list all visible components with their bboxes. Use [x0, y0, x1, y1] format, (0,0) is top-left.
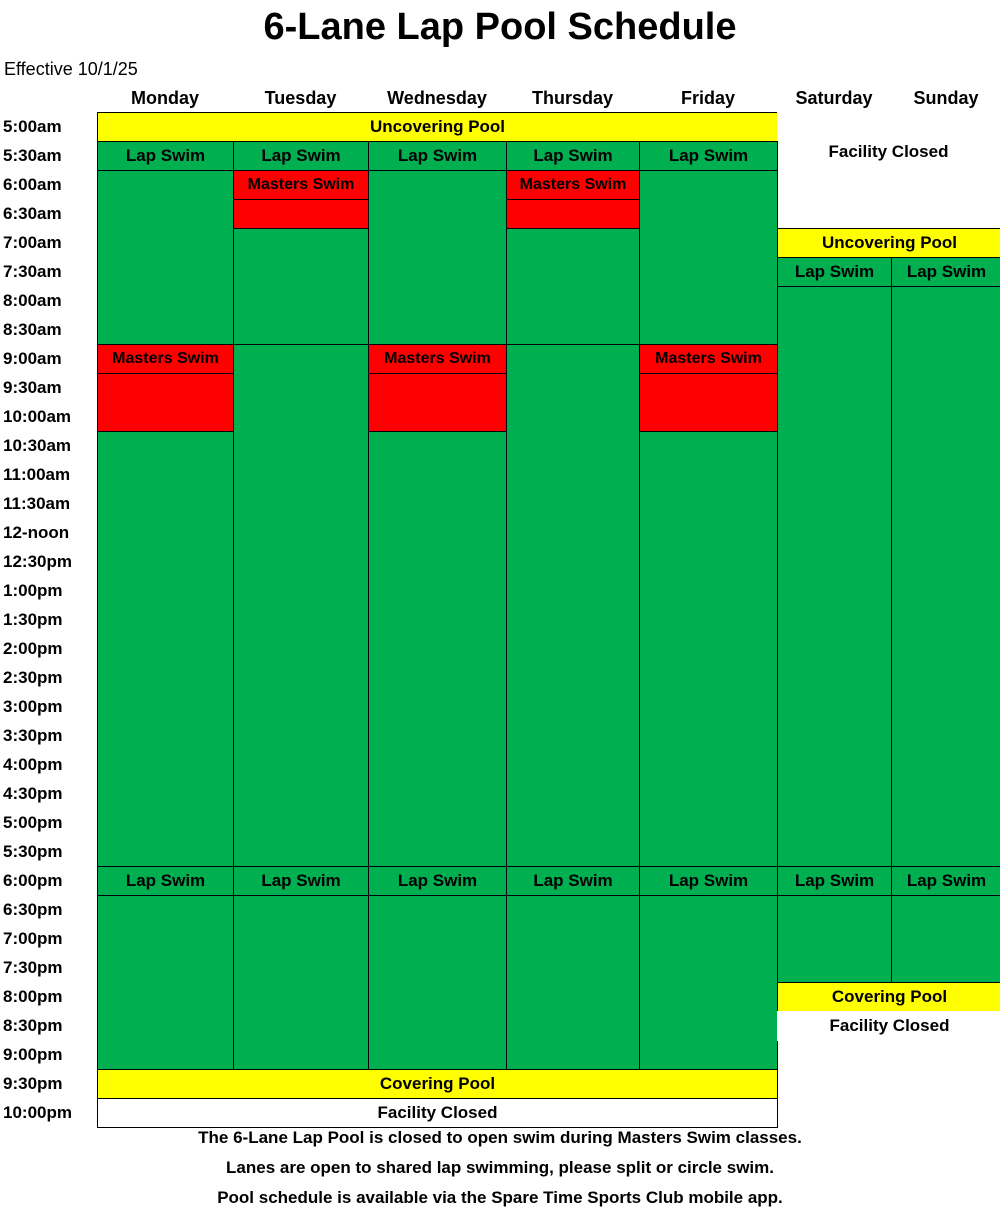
day-header-wednesday: Wednesday: [387, 88, 487, 108]
lap-swim-block: [97, 141, 234, 171]
lap-swim-block: [777, 895, 892, 983]
block-label: Masters Swim: [519, 176, 627, 193]
block-label: Covering Pool: [831, 987, 948, 1006]
block-label: Uncovering Pool: [821, 233, 958, 252]
time-label: 6:00pm: [3, 871, 63, 890]
lap-swim-block: [368, 170, 507, 345]
time-label: 10:00am: [3, 407, 72, 426]
time-label: 6:00am: [3, 175, 62, 194]
lap-swim-block: [777, 866, 892, 896]
page-title: 6-Lane Lap Pool Schedule: [263, 6, 737, 48]
lap-swim-block: [233, 344, 369, 867]
pool-cover-block: [777, 982, 1000, 1012]
lap-swim-block: [233, 141, 369, 171]
block-label: Lap Swim: [794, 871, 875, 890]
block-label: Lap Swim: [397, 871, 478, 890]
block-label: Masters Swim: [655, 350, 762, 367]
lap-swim-block: [97, 895, 234, 1070]
time-label: 12:30pm: [3, 552, 72, 571]
time-label: 5:30am: [3, 146, 62, 165]
time-label: 9:30am: [3, 378, 62, 397]
time-label: 7:30pm: [3, 958, 63, 977]
time-label: 4:00pm: [3, 755, 63, 774]
footer-note: Lanes are open to shared lap swimming, please split or circle swim.: [226, 1158, 774, 1177]
time-label: 8:30pm: [3, 1016, 63, 1035]
time-label: 10:00pm: [3, 1103, 72, 1122]
time-label: 12-noon: [3, 523, 70, 542]
lap-swim-block: [97, 866, 234, 896]
block-label: Masters Swim: [247, 176, 355, 193]
lap-swim-block: [368, 895, 507, 1070]
time-label: 7:00am: [3, 233, 62, 252]
time-label: 11:30am: [3, 494, 71, 513]
effective-date: Effective 10/1/25: [4, 59, 138, 79]
footer-note: The 6-Lane Lap Pool is closed to open swim during Masters Swim classes.: [198, 1128, 802, 1147]
day-header-tuesday: Tuesday: [264, 88, 337, 108]
time-label: 8:30am: [3, 320, 62, 339]
time-label: 1:00pm: [3, 581, 63, 600]
masters-swim-block: [368, 373, 507, 432]
footer-note: Pool schedule is available via the Spare Time Sports Club mobile app.: [217, 1188, 783, 1207]
block-label: Lap Swim: [533, 871, 613, 890]
masters-swim-block: [233, 170, 369, 200]
block-label: Lap Swim: [261, 871, 341, 890]
lap-swim-block: [639, 431, 778, 867]
lap-swim-block: [639, 866, 778, 896]
lap-swim-block: [97, 170, 234, 345]
pool-cover-block: [97, 112, 778, 142]
lap-swim-block: [506, 866, 640, 896]
masters-swim-block: [97, 344, 234, 374]
time-label: 3:00pm: [3, 697, 63, 716]
lap-swim-block: [891, 895, 1000, 983]
time-label: 5:00am: [3, 117, 62, 136]
lap-swim-block: [777, 286, 892, 867]
day-header-monday: Monday: [130, 88, 199, 108]
pool-cover-block: [97, 1069, 778, 1099]
facility-closed-block: [777, 112, 1000, 201]
block-label: Uncovering Pool: [369, 117, 506, 136]
block-label: Lap Swim: [906, 871, 987, 890]
lap-swim-block: [233, 895, 369, 1070]
time-label: 10:30am: [3, 436, 72, 455]
time-label: 4:30pm: [3, 784, 63, 803]
day-header-thursday: Thursday: [531, 88, 614, 108]
time-label: 5:30pm: [3, 842, 63, 861]
time-label: 3:30pm: [3, 726, 63, 745]
lap-swim-block: [506, 141, 640, 171]
day-header-sunday: Sunday: [913, 88, 979, 108]
block-label: Masters Swim: [384, 350, 491, 367]
masters-swim-block: [233, 199, 369, 229]
block-label: Lap Swim: [533, 146, 613, 165]
lap-swim-block: [506, 228, 640, 345]
pool-cover-block: [777, 228, 1000, 258]
time-label: 8:00am: [3, 291, 62, 310]
block-label: Lap Swim: [794, 262, 875, 281]
block-label: Masters Swim: [112, 350, 219, 367]
block-label: Facility Closed: [377, 1103, 498, 1122]
lap-swim-block: [891, 257, 1000, 287]
facility-closed-block: [777, 1011, 1000, 1041]
time-label: 5:00pm: [3, 813, 63, 832]
masters-swim-block: [639, 344, 778, 374]
masters-swim-block: [506, 199, 640, 229]
facility-closed-block: [97, 1098, 778, 1128]
time-label: 9:00am: [3, 349, 62, 368]
lap-swim-block: [639, 141, 778, 171]
lap-swim-block: [639, 170, 778, 345]
block-label: Covering Pool: [379, 1074, 496, 1093]
masters-swim-block: [506, 170, 640, 200]
time-label: 7:00pm: [3, 929, 63, 948]
lap-swim-block: [506, 344, 640, 867]
lap-swim-block: [368, 866, 507, 896]
day-header-friday: Friday: [680, 88, 736, 108]
block-label: Facility Closed: [828, 142, 949, 161]
block-label: Lap Swim: [125, 871, 206, 890]
masters-swim-block: [639, 373, 778, 432]
day-header-saturday: Saturday: [795, 88, 873, 108]
time-label: 2:00pm: [3, 639, 63, 658]
lap-swim-block: [97, 431, 234, 867]
block-label: Lap Swim: [668, 871, 749, 890]
time-label: 9:00pm: [3, 1045, 63, 1064]
lap-swim-block: [368, 141, 507, 171]
time-label: 6:30am: [3, 204, 62, 223]
lap-swim-block: [891, 866, 1000, 896]
block-label: Lap Swim: [668, 146, 749, 165]
block-label: Lap Swim: [397, 146, 478, 165]
lap-swim-block: [233, 866, 369, 896]
lap-swim-block: [233, 228, 369, 345]
lap-swim-block: [639, 895, 778, 1070]
time-label: 7:30am: [3, 262, 62, 281]
time-label: 9:30pm: [3, 1074, 63, 1093]
time-label: 8:00pm: [3, 987, 63, 1006]
lap-swim-block: [777, 257, 892, 287]
lap-swim-block: [506, 895, 640, 1070]
block-label: Lap Swim: [906, 262, 987, 281]
block-label: Lap Swim: [261, 146, 341, 165]
time-label: 1:30pm: [3, 610, 63, 629]
block-label: Facility Closed: [829, 1016, 950, 1035]
masters-swim-block: [97, 373, 234, 432]
time-label: 6:30pm: [3, 900, 63, 919]
masters-swim-block: [368, 344, 507, 374]
time-label: 11:00am: [3, 465, 71, 484]
lap-swim-block: [891, 286, 1000, 867]
block-label: Lap Swim: [125, 146, 206, 165]
time-label: 2:30pm: [3, 668, 63, 687]
lap-swim-block: [368, 431, 507, 867]
